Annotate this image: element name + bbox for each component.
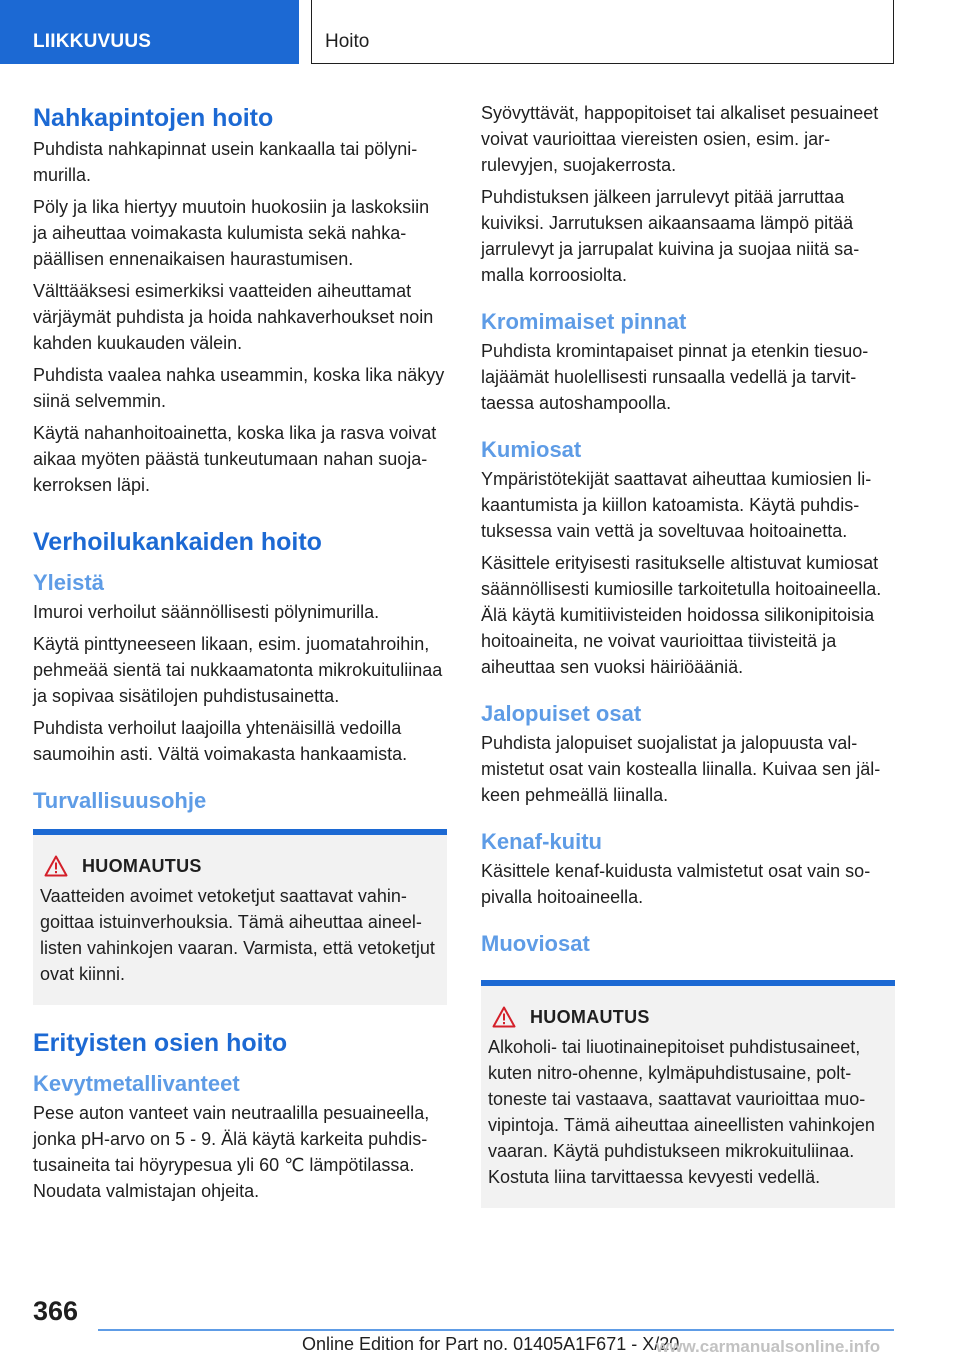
header-chapter-box [311,0,894,64]
header-section-tab [0,0,299,64]
watermark-site: www.carmanualsonline.info [656,1337,881,1356]
right-column [481,100,895,1208]
header-chapter-label: Hoito [325,31,370,52]
paragraph: Käsittele erityisesti rasitukselle altistuvat kumiosat säännöllisesti kumiosille tarkoitetulla hoitoaineella. Älä käytä kumitiivisteiden hoidossa silikonipitoisia hoitoaineita, ne voivat vaurioittaa tiivisteitä ja aiheuttaa sen vuoksi häiriöääniä. [481,553,882,677]
heading-chrome-surfaces: Kromimaiset pinnat [481,309,687,334]
notice-box [33,829,447,1005]
heading-safety-note: Turvallisuusohje [33,788,207,813]
warning-triangle-icon [492,1006,516,1028]
notice-box [481,980,895,1208]
warning-triangle-icon [44,855,68,877]
paragraph: Käsittele kenaf-kuidusta valmistetut osat vain sopivalla hoitoaineella. [481,861,871,907]
notice-text: Vaatteiden avoimet vetoketjut saattavat vahingoittaa istuinverhouksia. Tämä aiheuttaa aineellisten vahinkojen vaaran. Varmista, että vetoketjut ovat kiinni. [40,886,435,984]
heading-general: Yleistä [33,570,104,595]
heading-special-parts-care: Erityisten osien hoito [33,1029,288,1057]
footer-divider [98,1329,894,1331]
footer-edition: Online Edition for Part no. 01405A1F671 - X/20 [302,1334,680,1354]
paragraph: Syövyttävät, happopitoiset tai alkaliset pesuaineet voivat vaurioittaa viereisten osien, esim. jarrulevyjen, suojakerrosta. [481,103,879,175]
paragraph: Puhdista kromintapaiset pinnat ja etenkin tiesuolajäämät huolellisesti runsaalla vedellä ja tarvittaessa autoshampoolla. [481,341,869,413]
paragraph: Puhdistuksen jälkeen jarrulevyt pitää jarruttaa kuiviksi. Jarrutuksen aikaansaama lämpö pitää jarrulevyt ja jarrupalat kuivina ja suojaa niitä samalla korroosiolta. [481,187,860,285]
notice-title: HUOMAUTUS [82,855,202,876]
paragraph: Puhdista vaalea nahka useammin, koska lika näkyy siinä selvemmin. [33,365,445,411]
paragraph: Puhdista nahkapinnat usein kankaalla tai pölynimurilla. [33,139,418,185]
notice-text: Alkoholi- tai liuotinainepitoiset puhdistusaineet, kuten nitro-ohenne, kylmäpuhdistusaine, polttoneste tai vastaava, saattavat vaurioittaa muovipintoja. Tämä aiheuttaa aineellisten vahinkojen vaaran. Käytä puhdistukseen mikrokuituliinaa. Kostuta liina tarvittaessa kevyesti vedellä. [488,1037,875,1187]
heading-leather-care: Nahkapintojen hoito [33,104,274,132]
left-column [33,100,447,1210]
paragraph: Pese auton vanteet vain neutraalilla pesuaineella, jonka pH-arvo on 5 - 9. Älä käytä karkeita puhdistusaineita tai höyrypesua yli 60 ℃ lämpötilassa. Noudata valmistajan ohjeita. [33,1103,430,1201]
heading-rubber-parts: Kumiosat [481,437,582,462]
heading-upholstery-care: Verhoilukankaiden hoito [33,528,322,556]
paragraph: Ympäristötekijät saattavat aiheuttaa kumiosien likaantumista ja kiillon katoamista. Käytä puhdistuksessa vain vettä ja soveltuvaa hoitoainetta. [481,469,872,541]
notice-title: HUOMAUTUS [530,1006,650,1027]
header-section-label: LIIKKUVUUS [33,31,152,52]
paragraph: Puhdista verhoilut laajoilla yhtenäisillä vedoilla saumoihin asti. Vältä voimakasta hankaamista. [33,718,408,764]
paragraph: Käytä nahanhoitoainetta, koska lika ja rasva voivat aikaa myöten päästä tunkeutumaan nahan suojakerroksen läpi. [33,423,437,495]
paragraph: Imuroi verhoilut säännöllisesti pölynimurilla. [33,602,380,622]
page-number: 366 [33,1296,79,1326]
paragraph: Käytä pinttyneeseen likaan, esim. juomatahroihin, pehmeää sientä tai nukkaamatonta mikrokuituliinaa ja sopivaa sisätilojen puhdistusainetta. [33,634,443,706]
footer [0,1334,960,1362]
heading-kenaf-fiber: Kenaf-kuitu [481,829,602,854]
heading-precious-wood: Jalopuiset osat [481,701,642,726]
heading-plastic-parts: Muoviosat [481,931,590,956]
paragraph: Puhdista jalopuiset suojalistat ja jalopuusta valmistetut osat vain kostealla liinalla. Kuivaa sen jälkeen pehmeällä liinalla. [481,733,881,805]
heading-alloy-wheels: Kevytmetallivanteet [33,1071,240,1096]
paragraph: Pöly ja lika hiertyy muutoin huokosiin ja laskoksiin ja aiheuttaa voimakasta kulumista sekä nahkapäällisen ennenaikaisen haurastumisen. [33,197,430,269]
paragraph: Välttääksesi esimerkiksi vaatteiden aiheuttamat värjäymät puhdista ja hoida nahkaverhoukset noin kahden kuukauden välein. [33,281,434,353]
